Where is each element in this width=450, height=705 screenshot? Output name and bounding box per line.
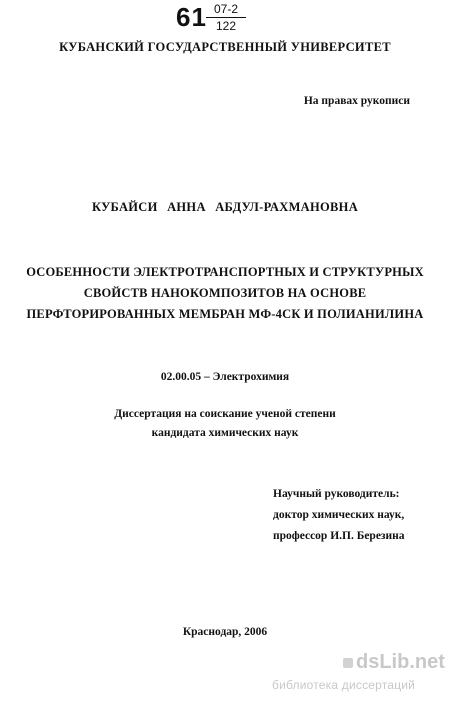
watermark-logo[interactable]	[343, 651, 445, 674]
manuscript-rights-note: На правах рукописи	[303, 95, 410, 107]
supervisor-line: доктор химических наук,	[273, 509, 405, 521]
watermark-subtitle: библиотека диссертаций	[272, 678, 416, 692]
title-line: ПЕРФТОРИРОВАННЫХ МЕМБРАН МФ-4СК И ПОЛИАНИЛИНА	[26, 307, 424, 321]
library-code-main: 61	[176, 2, 207, 32]
degree-statement	[0, 405, 450, 443]
specialty-code: 02.00.05 – Электрохимия	[160, 371, 290, 383]
degree-line: кандидата химических наук	[151, 427, 299, 439]
place-and-year: Краснодар, 2006	[182, 626, 268, 638]
library-code-numerator: 07-2	[206, 2, 246, 18]
university-name: КУБАНСКИЙ ГОСУДАРСТВЕННЫЙ УНИВЕРСИТЕТ	[59, 40, 391, 54]
supervisor-block	[273, 484, 405, 547]
library-code-denominator: 122	[215, 19, 237, 33]
author-name: КУБАЙСИ АННА АБДУЛ-РАХМАНОВНА	[91, 200, 359, 214]
supervisor-line: профессор И.П. Березина	[273, 530, 405, 542]
library-code-fraction	[206, 2, 246, 33]
logo-square-icon	[343, 658, 353, 668]
watermark-logo-text: dsLib.net	[356, 651, 445, 673]
supervisor-line: Научный руководитель:	[273, 488, 400, 500]
title-line: СВОЙСТВ НАНОКОМПОЗИТОВ НА ОСНОВЕ	[83, 286, 367, 300]
dissertation-title	[0, 262, 450, 325]
title-line: ОСОБЕННОСТИ ЭЛЕКТРОТРАНСПОРТНЫХ И СТРУКТУРНЫХ	[26, 265, 424, 279]
degree-line: Диссертация на соискание ученой степени	[114, 408, 336, 420]
